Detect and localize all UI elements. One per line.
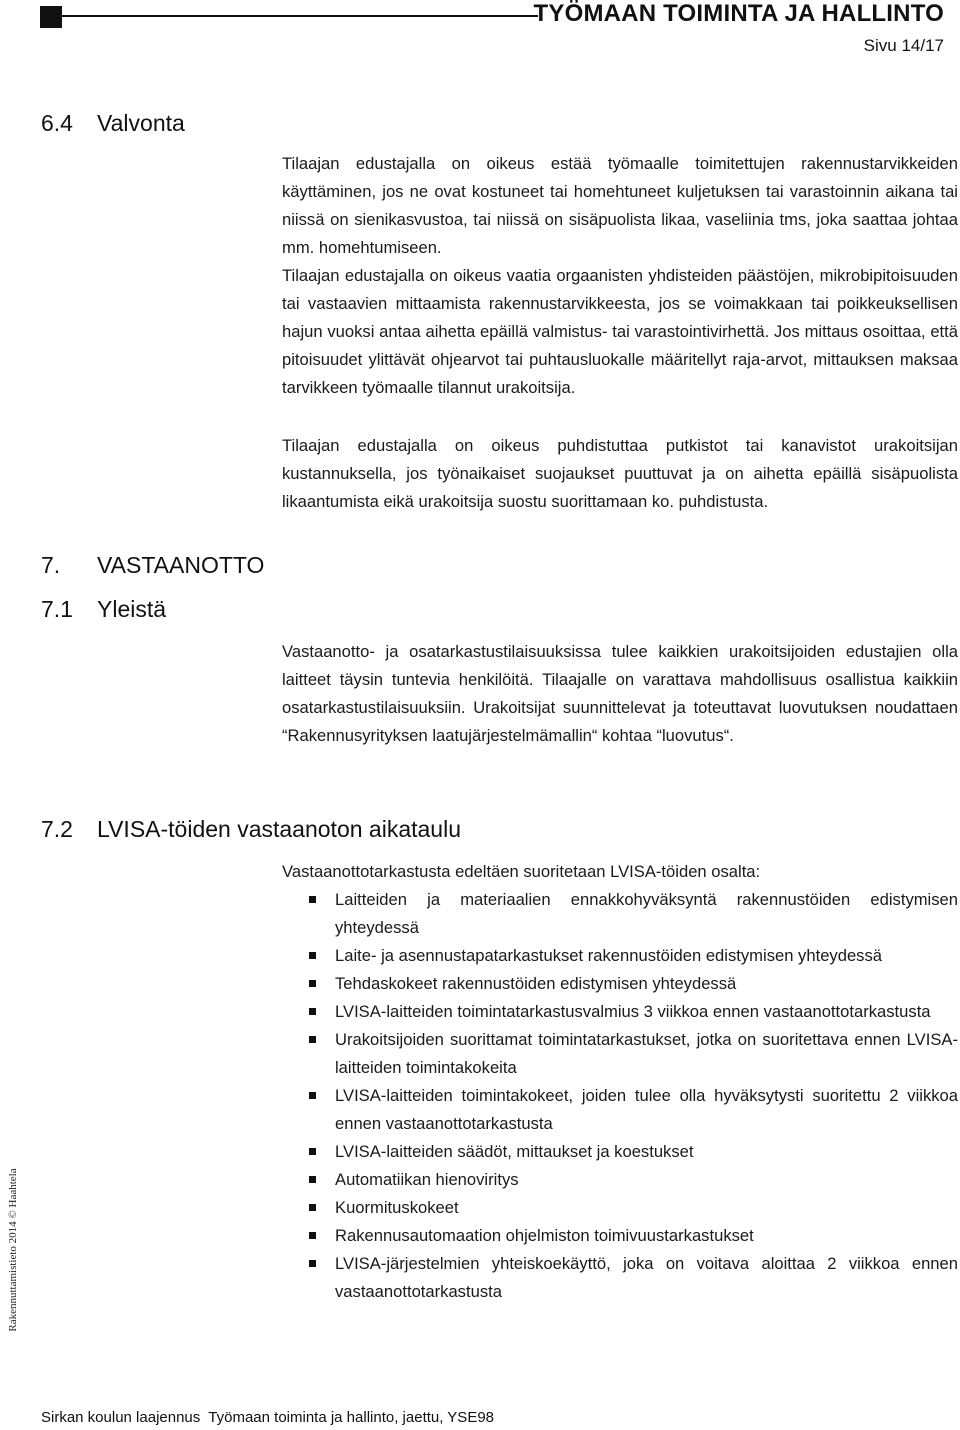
heading-7: [41, 552, 264, 579]
bullet-square-icon: [309, 1260, 316, 1267]
list-item: Kuormituskokeet: [282, 1194, 958, 1222]
list-item: LVISA-laitteiden toimintatarkastusvalmius 3 viikkoa ennen vastaanottotarkastusta: [282, 998, 958, 1026]
bullet-square-icon: [309, 1036, 316, 1043]
bullet-square-icon: [309, 1204, 316, 1211]
heading-number: 7.2: [41, 816, 73, 842]
copyright-text: Rakennuttamistieto 2014 © Haahtela: [7, 1168, 19, 1332]
footer-document: Työmaan toiminta ja hallinto, jaettu, YSE98: [208, 1409, 495, 1426]
list-item: Urakoitsijoiden suorittamat toimintatarkastukset, jotka on suoritettava ennen LVISA-laitteiden toimintakokeita: [282, 1026, 958, 1082]
page-number: Sivu 14/17: [863, 36, 944, 55]
paragraph-emission-measurement: Tilaajan edustajalla on oikeus vaatia orgaanisten yhdisteiden päästöjen, mikrobipitoisuuden tai vastaavien mittaamista rakennustarvikkeesta, jos se voimakkaan tai poikkeuksellisen hajun vuoksi antaa aihetta epäillä valmistus- tai varastointivirhettä. Jos mittaus osoittaa, että pitoisuudet ylittävät ohjearvot tai puhtausluokalle määritellyt raja-arvot, mittauksen maksaa tarvikkeen työmaalle tilannut urakoitsija.: [282, 266, 958, 397]
bullet-square-icon: [309, 1176, 316, 1183]
heading-7-2: [41, 816, 461, 843]
bullet-list: [282, 886, 958, 1306]
heading-title: VASTAANOTTO: [97, 552, 265, 578]
list-intro: Vastaanottotarkastusta edeltäen suoritetaan LVISA-töiden osalta:: [282, 862, 761, 881]
list-item: Laite- ja asennustapatarkastukset rakennustöiden edistymisen yhteydessä: [282, 942, 958, 970]
paragraph-duct-cleaning: Tilaajan edustajalla on oikeus puhdistuttaa putkistot tai kanavistot urakoitsijan kustannuksella, jos työnaikaiset suojaukset puuttuvat ja on aihetta epäillä sisäpuolista likaantumista eikä urakoitsija suostu suorittamaan ko. puhdistusta.: [282, 436, 958, 511]
bullet-square-icon: [309, 952, 316, 959]
bullet-square-icon: [309, 896, 316, 903]
paragraph-handover-inspections: Vastaanotto- ja osatarkastustilaisuuksissa tulee kaikkien urakoitsijoiden edustajien olla laitteet täysin tuntevia henkilöitä. Tilaajalle on varattava mahdollisuus osallistua kaikkiin osatarkastustilaisuuksiin. Urakoitsijat suunnittelevat ja toteuttavat luovutuksen noudattaen “Rakennusyrityksen laatujärjestelmämallin“ kohtaa “luovutus“.: [282, 642, 958, 745]
heading-7-1: [41, 596, 166, 623]
page-footer: [41, 1409, 494, 1426]
footer-project: Sirkan koulun laajennus: [41, 1409, 201, 1426]
bullet-square-icon: [309, 1008, 316, 1015]
header-rule: [62, 15, 538, 17]
bullet-square-icon: [309, 1148, 316, 1155]
heading-title: Yleistä: [97, 596, 167, 622]
list-item: LVISA-järjestelmien yhteiskoekäyttö, joka on voitava aloittaa 2 viikkoa ennen vastaanottotarkastusta: [282, 1250, 958, 1306]
list-item: Rakennusautomaation ohjelmiston toimivuustarkastukset: [282, 1222, 958, 1250]
header-square-mark: [40, 6, 62, 28]
paragraph-storage-damage: Tilaajan edustajalla on oikeus estää työmaalle toimitettujen rakennustarvikkeiden käyttäminen, jos ne ovat kostuneet tai homehtuneet kuljetuksen tai varastoinnin aikana tai niissä on sienikasvustoa, tai niissä on sisäpuolista likaa, vaseliinia tms, joka saattaa johtaa mm. homehtumiseen.: [282, 154, 958, 257]
heading-number: 7.1: [41, 596, 73, 622]
heading-title: Valvonta: [97, 110, 185, 136]
bullet-square-icon: [309, 1092, 316, 1099]
heading-number: 7.: [41, 552, 61, 578]
document-title: TYÖMAAN TOIMINTA JA HALLINTO: [533, 0, 944, 27]
bullet-square-icon: [309, 980, 316, 987]
list-item: LVISA-laitteiden säädöt, mittaukset ja koestukset: [282, 1138, 958, 1166]
list-item: LVISA-laitteiden toimintakokeet, joiden tulee olla hyväksytysti suoritettu 2 viikkoa ennen vastaanottotarkastusta: [282, 1082, 958, 1138]
list-item: Tehdaskokeet rakennustöiden edistymisen yhteydessä: [282, 970, 958, 998]
list-item: Laitteiden ja materiaalien ennakkohyväksyntä rakennustöiden edistymisen yhteydessä: [282, 886, 958, 942]
bullet-square-icon: [309, 1232, 316, 1239]
heading-number: 6.4: [41, 110, 73, 136]
heading-6-4: [41, 110, 185, 137]
list-item: Automatiikan hienoviritys: [282, 1166, 958, 1194]
heading-title: LVISA-töiden vastaanoton aikataulu: [97, 816, 461, 842]
